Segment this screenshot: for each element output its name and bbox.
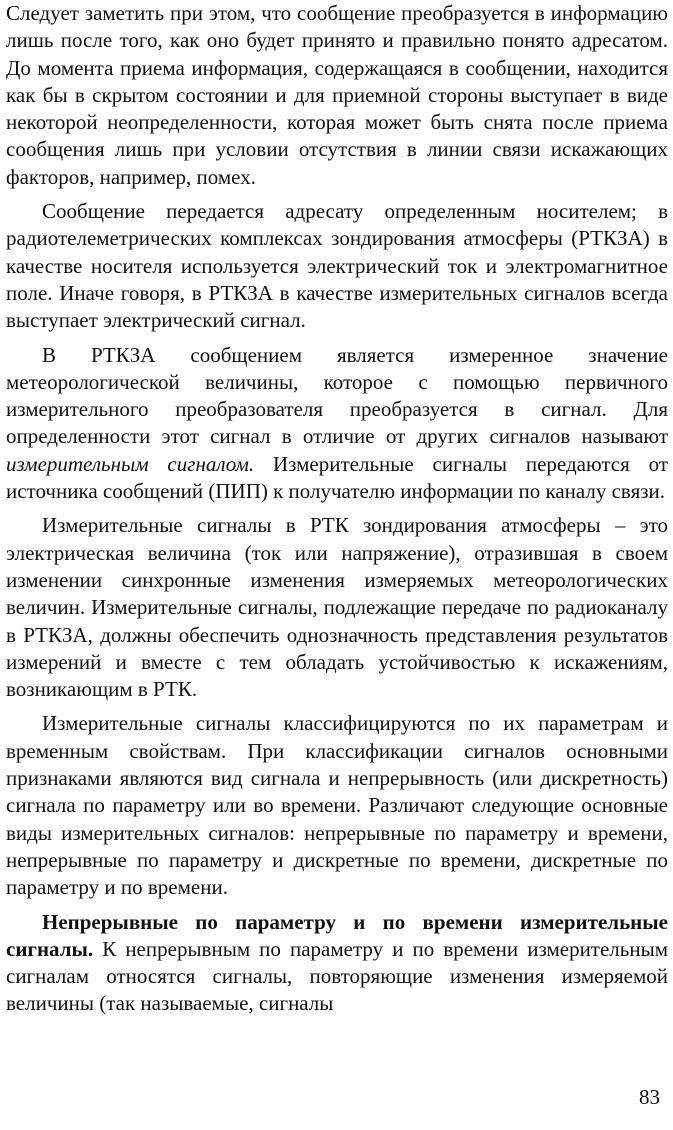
paragraph-4: Измерительные сигналы в РТК зондирования атмосферы – это электрическая величина (ток или напряжение), отразившая в своем изменении синхронные изменения измеряемых метеорологических величин. Измерительные сигналы, подлежащие передаче по радиоканалу в РТКЗА, должны обеспечить однозначность представления результатов измерений и вместе с тем обладать устойчивостью к искажениям, возникающим в РТК. xyxy=(6,513,668,702)
paragraph-3 xyxy=(6,342,668,506)
paragraph-6-text: К непрерывным по параметру и по времени измерительным сигналам относятся сигналы, повторяющие изменения измеряемой величины (так называемые, сигналы xyxy=(6,936,668,1016)
emphasized-term: измерительным сигналом. xyxy=(6,451,255,476)
paragraph-2: Сообщение передается адресату определенным носителем; в радиотелеметрических комплексах зондирования атмосферы (РТКЗА) в качестве носителя используется электрический ток и электромагнитное поле. Иначе говоря, в РТКЗА в качестве измерительных сигналов всегда выступает электрический сигнал. xyxy=(6,199,668,333)
paragraph-6 xyxy=(6,909,668,1018)
paragraph-3-text-b: Измерительные сигналы передаются от источника сообщений (ПИП) к получателю информации по каналу связи. xyxy=(6,451,669,504)
paragraph-3-text-a: В РТКЗА сообщением является измеренное значение метеорологической величины, которое с помощью первичного измерительного преобразователя преобразуется в сигнал. Для определенности этот сигнал в отличие от других сигналов называют xyxy=(6,342,668,449)
page-number: 83 xyxy=(639,1085,660,1109)
section-heading: Непрерывные по параметру и по времени измерительные сигналы. xyxy=(6,909,668,961)
document-page xyxy=(6,0,668,1130)
paragraph-5: Измерительные сигналы классифицируются по их параметрам и временным свойствам. При классификации сигналов основными признаками являются вид сигнала и непрерывность (или дискретность) сигнала по параметру или во времени. Различают следующие основные виды измерительных сигналов: непрерывные по параметру и времени, непрерывные по параметру и дискретные по времени, дискретные по параметру и по времени. xyxy=(6,711,668,900)
paragraph-1: Следует заметить при этом, что сообщение преобразуется в информацию лишь после того, как оно будет принято и правильно понято адресатом. До момента приема информация, содержащаяся в сообщении, находится как бы в скрытом состоянии и для приемной стороны выступает в виде некоторой неопределенности, которая может быть снята после приема сообщения лишь при условии отсутствия в линии связи искажающих факторов, например, помех. xyxy=(6,1,668,189)
